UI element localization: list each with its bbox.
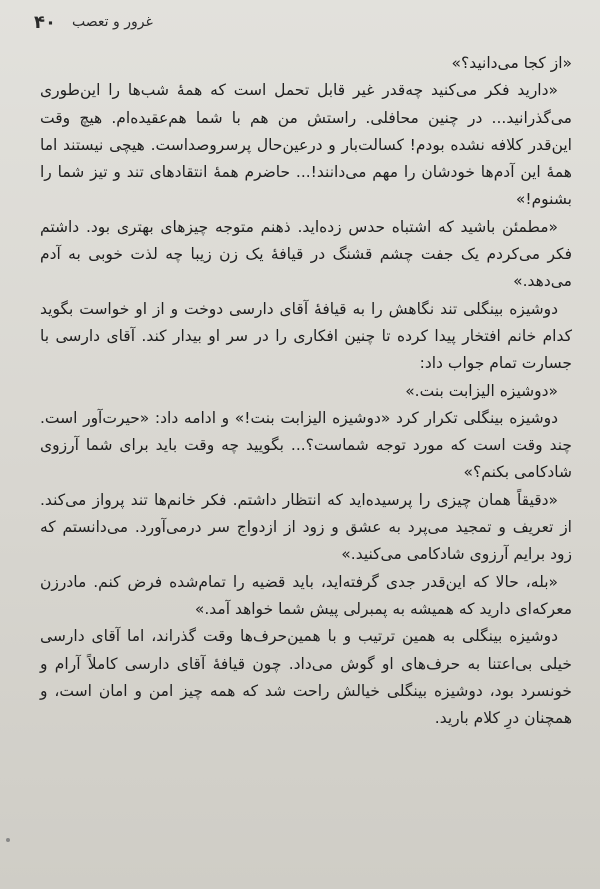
paragraph-3: «مطمئن باشید که اشتباه حدس زده‌اید. ذهنم متوجه چیزهای بهتری بود. داشتم فکر می‌کردم یک جفت چشم قشنگ در قیافهٔ یک زن زیبا چه لذت خوبی به آدم می‌دهد.»: [40, 217, 572, 291]
paragraph-4: دوشیزه بینگلی تند نگاهش را به قیافهٔ آقای دارسی دوخت و از او خواست بگوید کدام خانم افتخار پیدا کرده تا چنین افکاری را در سر او بیدار کند. آقای دارسی با جسارت تمام جواب داد:: [40, 299, 572, 373]
running-title: غرور و تعصب: [72, 14, 153, 30]
paragraph-8: «بله، حالا که این‌قدر جدی گرفته‌اید، باید قضیه را تمام‌شده فرض کنم. مادرزن معرکه‌ای دارید که همیشه به پمبرلی پیش شما خواهد آمد.»: [40, 572, 572, 618]
margin-dot: [6, 838, 10, 842]
paragraph-5: «دوشیزه الیزابت بنت.»: [405, 381, 558, 400]
page-header: [0, 6, 600, 40]
page-number: ۴۰: [34, 12, 56, 33]
paragraph-6: دوشیزه بینگلی تکرار کرد «دوشیزه الیزابت بنت!» و ادامه داد: «حیرت‌آور است. چند وقت است که مورد توجه شماست؟... بگویید چه وقت باید برای شما آرزوی شادکامی بکنم؟»: [40, 408, 572, 482]
paragraph-2: «دارید فکر می‌کنید چه‌قدر غیر قابل تحمل است که همهٔ شب‌ها را این‌طوری می‌گذرانید... در چنین محافلی. راستش من هم با شما هم‌عقیده‌ام. هیچ وقت این‌قدر کلافه نشده بودم! کسالت‌بار و درعین‌حال پرسروصداست. هیچی نیستند اما همهٔ این آدم‌ها خودشان را مهم می‌دانند!... حاضرم همهٔ انتقادهای تند و تیز شما را بشنوم!»: [40, 81, 572, 209]
paragraph-7: «دقیقاً همان چیزی را پرسیده‌اید که انتظار داشتم. فکر خانم‌ها تند پرواز می‌کند. از تعریف و تمجید می‌پرد به عشق و زود از ازدواج سر درمی‌آورد. می‌دانستم که زود برایم آرزوی شادکامی می‌کنید.»: [40, 490, 572, 564]
paragraph-9: دوشیزه بینگلی به همین ترتیب و با همین‌حرف‌ها وقت گذراند، اما آقای دارسی خیلی بی‌اعتنا به حرف‌های او گوش می‌داد. چون قیافهٔ آقای دارسی کاملاً آرام و خونسرد بود، دوشیزه بینگلی خیالش راحت شد که همه چیز امن و امان است، و همچنان درِ کلام بارید.: [40, 627, 572, 728]
paragraph-1: «از کجا می‌دانید؟»: [451, 54, 572, 72]
body-text: [40, 50, 572, 732]
